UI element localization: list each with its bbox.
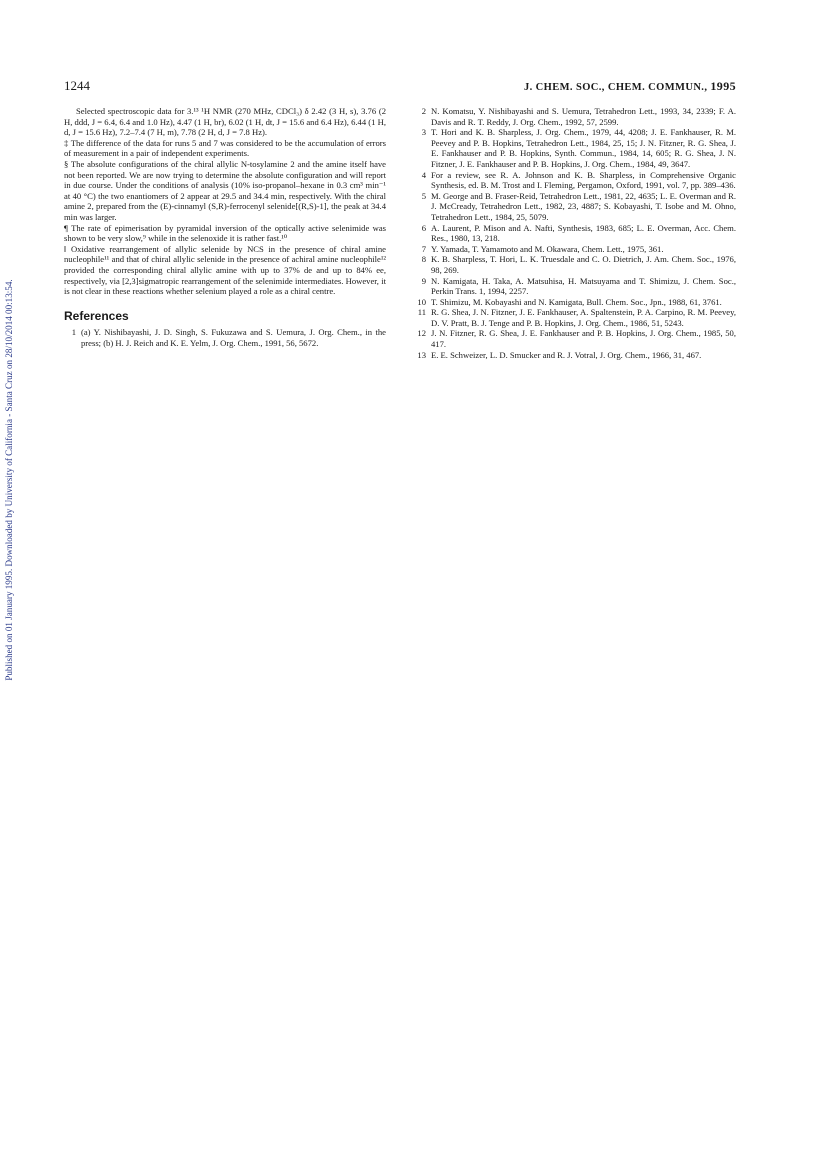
reference-number: 3: [421, 127, 426, 138]
reference-text: N. Komatsu, Y. Nishibayashi and S. Uemura, Tetrahedron Lett., 1993, 34, 2339; F. A. Davis and R. T. Reddy, J. Org. Chem., 1992, 57, 2599.: [431, 106, 736, 127]
reference-item: [414, 254, 736, 275]
footnote-pilcrow: ¶ The rate of epimerisation by pyramidal inversion of the optically active selenimide was shown to be very slow,⁹ while in the selenoxide it is rather fast.¹⁰: [64, 222, 386, 244]
reference-number: 8: [421, 254, 426, 265]
reference-item: [414, 307, 736, 328]
reference-number: 7: [421, 243, 426, 254]
reference-text: K. B. Sharpless, T. Hori, L. K. Truesdale and C. O. Dietrich, J. Am. Chem. Soc., 1976, 98, 269.: [431, 254, 736, 275]
reference-number: 5: [421, 190, 426, 201]
reference-item: [414, 297, 736, 308]
reference-text: (a) Y. Nishibayashi, J. D. Singh, S. Fukuzawa and S. Uemura, J. Org. Chem., in the press; (b) H. J. Reich and K. E. Yelm, J. Org. Chem., 1991, 56, 5672.: [81, 327, 386, 348]
reference-text: T. Hori and K. B. Sharpless, J. Org. Chem., 1979, 44, 4208; J. E. Fankhauser, R. M. Peevey and P. B. Hopkins, Tetrahedron Lett., 1984, 25, 15; J. N. Fitzner, R. G. Shea, J. E. Fankhauser and P. B. Hopkins, Synth. Commun., 1984, 14, 605; R. G. Shea, J. N. Fitzner, J. E. Fankhauser and P. B. Hopkins, J. Org. Chem., 1984, 49, 3647.: [431, 127, 736, 169]
reference-text: R. G. Shea, J. N. Fitzner, J. E. Fankhauser, A. Spaltenstein, P. A. Carpino, R. M. Peevey, D. V. Pratt, B. J. Tenge and P. B. Hopkins, J. Org. Chem., 1986, 51, 5243.: [431, 307, 736, 328]
reference-item: [64, 327, 386, 348]
footnote-double-dagger: ‡ The difference of the data for runs 5 and 7 was considered to be the accumulation of errors of measurement in a pair of independent experiments.: [64, 137, 386, 159]
left-column: [64, 106, 386, 348]
reference-number: 9: [421, 275, 426, 286]
reference-number: 10: [417, 296, 426, 307]
reference-item: [414, 276, 736, 297]
reference-text: For a review, see R. A. Johnson and K. B. Sharpless, in Comprehensive Organic Synthesis, ed. B. M. Trost and I. Fleming, Pergamon, Oxford, 1991, vol. 7, pp. 389–436.: [431, 169, 736, 191]
reference-item: [414, 350, 736, 361]
journal-header: [524, 79, 736, 94]
reference-item: [414, 244, 736, 255]
reference-item: [414, 127, 736, 169]
reference-item: [414, 191, 736, 223]
reference-text: M. George and B. Fraser-Reid, Tetrahedron Lett., 1981, 22, 4635; L. E. Overman and R. J. McCready, Tetrahedron Lett., 1982, 23, 4887; S. Kobayashi, T. Isobe and M. Ohno, Tetrahedron Lett., 1984, 25, 5079.: [431, 190, 736, 222]
footnote-spectroscopic-data: Selected spectroscopic data for 3.¹³ ¹H NMR (270 MHz, CDCl₃) δ 2.42 (3 H, s), 3.76 (2 H, ddd, J = 6.4, 6.4 and 1.0 Hz), 4.47 (1 H, br), 6.02 (1 H, dt, J = 15.6 and 6.4 Hz), 6.44 (1 H, d, J = 15.6 Hz), 7.2–7.4 (7 H, m), 7.78 (2 H, d, J = 7.8 Hz).: [64, 106, 386, 138]
journal-title: J. CHEM. SOC., CHEM. COMMUN.,: [523, 82, 708, 93]
reference-item: [414, 328, 736, 349]
download-watermark: [2, 260, 16, 700]
reference-number: 4: [421, 169, 426, 180]
reference-text: Y. Yamada, T. Yamamoto and M. Okawara, Chem. Lett., 1975, 361.: [431, 243, 664, 254]
reference-item: [414, 170, 736, 191]
footnotes: [64, 106, 386, 297]
reference-text: A. Laurent, P. Mison and A. Nafti, Synthesis, 1983, 685; L. E. Overman, Acc. Chem. Res., 1980, 13, 218.: [431, 222, 736, 244]
reference-number: 6: [421, 222, 426, 233]
reference-item: [414, 106, 736, 127]
reference-number: 2: [421, 106, 426, 116]
reference-text: T. Shimizu, M. Kobayashi and N. Kamigata, Bull. Chem. Soc., Jpn., 1988, 61, 3761.: [431, 296, 722, 307]
download-watermark-text: Published on 01 January 1995. Downloaded by University of California - Santa Cruz on 28/10/2014 00:13:54.: [4, 279, 14, 681]
reference-text: J. N. Fitzner, R. G. Shea, J. E. Fankhauser and P. B. Hopkins, J. Org. Chem., 1985, 50, 417.: [431, 328, 736, 350]
reference-number: 11: [417, 307, 426, 318]
reference-item: [414, 223, 736, 244]
footnote-section: § The absolute configurations of the chiral allylic N-tosylamine 2 and the amine itself have not been reported. We are now trying to determine the absolute configuration and will report in due course. Under the conditions of analysis (10% iso-propanol–hexane in 0.3 cm³ min⁻¹ at 40 °C) the two enantiomers of 2 appear at 29.5 and 34.4 min, respectively. With the chiral amine 2, prepared from the (E)-cinnamyl (S,R)-ferrocenyl selenide[(R,S)-1], the peak at 34.4 min was larger.: [64, 158, 386, 222]
reference-number: 13: [417, 349, 426, 360]
references-list-right: [414, 106, 736, 360]
reference-text: E. E. Schweizer, L. D. Smucker and R. J. Votral, J. Org. Chem., 1966, 31, 467.: [431, 349, 702, 360]
references-list-left: [64, 327, 386, 348]
page-number: 1244: [64, 78, 90, 93]
reference-text: N. Kamigata, H. Taka, A. Matsuhisa, H. Matsuyama and T. Shimizu, J. Chem. Soc., Perkin Trans. 1, 1994, 2257.: [431, 275, 736, 297]
footnote-parallel: ‖ Oxidative rearrangement of allylic selenide by NCS in the presence of chiral amine nucleophile¹¹ and that of chiral allylic selenide in the presence of achiral amine nucleophile¹² provided the corresponding chiral allylic amine with up to 37% de and up to 84% ee, respectively, via [2,3]sigmatropic rearrangement of the selenimide intermediates. However, it is not clear in these reactions whether selenium played a role as a chiral centre.: [64, 243, 386, 297]
reference-number: 12: [417, 328, 426, 339]
journal-year: 1995: [710, 79, 736, 93]
references-heading: References: [64, 308, 129, 323]
reference-number: 1: [71, 327, 76, 338]
right-column: [414, 106, 736, 360]
